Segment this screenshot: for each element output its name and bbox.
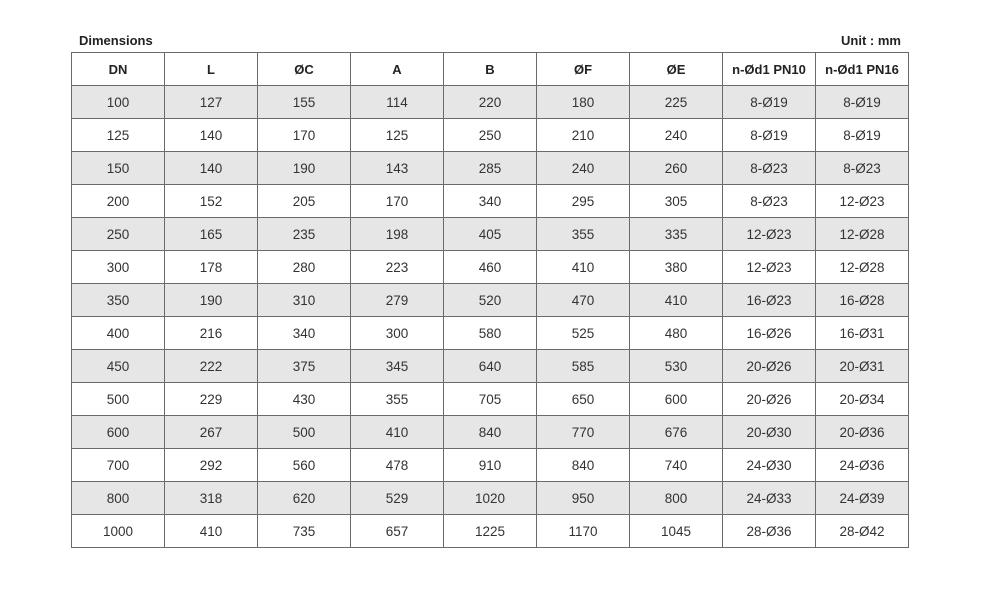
- table-cell: 375: [258, 350, 351, 383]
- table-cell: 410: [351, 416, 444, 449]
- table-cell: 180: [537, 86, 630, 119]
- table-cell: 165: [165, 218, 258, 251]
- table-cell: 152: [165, 185, 258, 218]
- table-cell: 250: [444, 119, 537, 152]
- column-header: n-Ød1 PN10: [723, 53, 816, 86]
- column-header: n-Ød1 PN16: [816, 53, 909, 86]
- table-cell: 16-Ø28: [816, 284, 909, 317]
- column-header: ØC: [258, 53, 351, 86]
- table-cell: 910: [444, 449, 537, 482]
- table-cell: 20-Ø26: [723, 383, 816, 416]
- table-cell: 525: [537, 317, 630, 350]
- table-cell: 318: [165, 482, 258, 515]
- table-cell: 8-Ø19: [723, 119, 816, 152]
- table-cell: 410: [630, 284, 723, 317]
- column-header: B: [444, 53, 537, 86]
- table-cell: 223: [351, 251, 444, 284]
- table-cell: 20-Ø26: [723, 350, 816, 383]
- table-cell: 267: [165, 416, 258, 449]
- table-cell: 125: [72, 119, 165, 152]
- table-cell: 580: [444, 317, 537, 350]
- table-cell: 190: [165, 284, 258, 317]
- table-cell: 16-Ø31: [816, 317, 909, 350]
- table-cell: 220: [444, 86, 537, 119]
- column-header: ØE: [630, 53, 723, 86]
- table-cell: 735: [258, 515, 351, 548]
- table-row: [72, 152, 909, 185]
- table-cell: 355: [537, 218, 630, 251]
- table-row: [72, 251, 909, 284]
- table-cell: 500: [258, 416, 351, 449]
- table-cell: 205: [258, 185, 351, 218]
- table-cell: 700: [72, 449, 165, 482]
- table-cell: 12-Ø23: [816, 185, 909, 218]
- table-cell: 340: [258, 317, 351, 350]
- table-cell: 20-Ø36: [816, 416, 909, 449]
- table-row: [72, 416, 909, 449]
- table-cell: 28-Ø42: [816, 515, 909, 548]
- table-cell: 800: [72, 482, 165, 515]
- table-cell: 380: [630, 251, 723, 284]
- table-cell: 620: [258, 482, 351, 515]
- table-row: [72, 482, 909, 515]
- table-cell: 520: [444, 284, 537, 317]
- table-caption-unit: Unit : mm: [841, 33, 901, 48]
- table-cell: 478: [351, 449, 444, 482]
- table-cell: 405: [444, 218, 537, 251]
- table-cell: 350: [72, 284, 165, 317]
- table-cell: 260: [630, 152, 723, 185]
- table-cell: 1225: [444, 515, 537, 548]
- table-cell: 150: [72, 152, 165, 185]
- table-cell: 24-Ø30: [723, 449, 816, 482]
- table-cell: 12-Ø28: [816, 251, 909, 284]
- table-cell: 300: [72, 251, 165, 284]
- table-cell: 24-Ø33: [723, 482, 816, 515]
- table-cell: 210: [537, 119, 630, 152]
- table-row: [72, 86, 909, 119]
- table-cell: 20-Ø31: [816, 350, 909, 383]
- table-cell: 279: [351, 284, 444, 317]
- table-cell: 125: [351, 119, 444, 152]
- table-cell: 530: [630, 350, 723, 383]
- table-cell: 8-Ø19: [816, 86, 909, 119]
- table-cell: 140: [165, 119, 258, 152]
- table-cell: 400: [72, 317, 165, 350]
- table-cell: 280: [258, 251, 351, 284]
- table-cell: 1000: [72, 515, 165, 548]
- table-row: [72, 449, 909, 482]
- table-cell: 170: [351, 185, 444, 218]
- column-header: ØF: [537, 53, 630, 86]
- table-row: [72, 218, 909, 251]
- table-row: [72, 317, 909, 350]
- table-cell: 8-Ø19: [816, 119, 909, 152]
- table-cell: 240: [630, 119, 723, 152]
- table-cell: 840: [537, 449, 630, 482]
- table-header: [72, 53, 909, 86]
- table-cell: 292: [165, 449, 258, 482]
- table-cell: 740: [630, 449, 723, 482]
- table-cell: 8-Ø19: [723, 86, 816, 119]
- table-row: [72, 284, 909, 317]
- table-cell: 16-Ø26: [723, 317, 816, 350]
- table-cell: 560: [258, 449, 351, 482]
- table-cell: 198: [351, 218, 444, 251]
- column-header: L: [165, 53, 258, 86]
- header-row: [72, 53, 909, 86]
- table-cell: 676: [630, 416, 723, 449]
- table-cell: 225: [630, 86, 723, 119]
- table-cell: 840: [444, 416, 537, 449]
- table-cell: 8-Ø23: [723, 152, 816, 185]
- table-cell: 216: [165, 317, 258, 350]
- table-cell: 178: [165, 251, 258, 284]
- table-cell: 450: [72, 350, 165, 383]
- table-cell: 335: [630, 218, 723, 251]
- table-cell: 800: [630, 482, 723, 515]
- table-cell: 12-Ø23: [723, 218, 816, 251]
- table-cell: 190: [258, 152, 351, 185]
- table-cell: 650: [537, 383, 630, 416]
- table-cell: 410: [537, 251, 630, 284]
- column-header: DN: [72, 53, 165, 86]
- table-cell: 460: [444, 251, 537, 284]
- table-cell: 529: [351, 482, 444, 515]
- table-cell: 640: [444, 350, 537, 383]
- table-cell: 8-Ø23: [816, 152, 909, 185]
- table-cell: 20-Ø30: [723, 416, 816, 449]
- table-cell: 143: [351, 152, 444, 185]
- table-cell: 100: [72, 86, 165, 119]
- table-cell: 1020: [444, 482, 537, 515]
- table-cell: 300: [351, 317, 444, 350]
- table-cell: 229: [165, 383, 258, 416]
- table-cell: 355: [351, 383, 444, 416]
- table-cell: 657: [351, 515, 444, 548]
- table-cell: 250: [72, 218, 165, 251]
- table-cell: 305: [630, 185, 723, 218]
- table-cell: 28-Ø36: [723, 515, 816, 548]
- table-cell: 470: [537, 284, 630, 317]
- table-cell: 170: [258, 119, 351, 152]
- column-header: A: [351, 53, 444, 86]
- table-row: [72, 515, 909, 548]
- table-cell: 8-Ø23: [723, 185, 816, 218]
- table-cell: 235: [258, 218, 351, 251]
- table-cell: 155: [258, 86, 351, 119]
- table-caption-title: Dimensions: [79, 33, 153, 48]
- table-row: [72, 119, 909, 152]
- table-cell: 16-Ø23: [723, 284, 816, 317]
- table-row: [72, 185, 909, 218]
- table-cell: 600: [630, 383, 723, 416]
- table-cell: 240: [537, 152, 630, 185]
- table-cell: 127: [165, 86, 258, 119]
- table-cell: 140: [165, 152, 258, 185]
- table-cell: 950: [537, 482, 630, 515]
- table-row: [72, 383, 909, 416]
- table-cell: 500: [72, 383, 165, 416]
- table-cell: 705: [444, 383, 537, 416]
- table-cell: 200: [72, 185, 165, 218]
- table-cell: 295: [537, 185, 630, 218]
- table-cell: 285: [444, 152, 537, 185]
- table-cell: 24-Ø39: [816, 482, 909, 515]
- table-cell: 585: [537, 350, 630, 383]
- table-cell: 1170: [537, 515, 630, 548]
- table-cell: 222: [165, 350, 258, 383]
- table-cell: 480: [630, 317, 723, 350]
- table-cell: 114: [351, 86, 444, 119]
- table-cell: 770: [537, 416, 630, 449]
- table-cell: 24-Ø36: [816, 449, 909, 482]
- table-cell: 20-Ø34: [816, 383, 909, 416]
- table-cell: 410: [165, 515, 258, 548]
- table-cell: 12-Ø23: [723, 251, 816, 284]
- table-cell: 340: [444, 185, 537, 218]
- dimensions-table: [71, 52, 909, 548]
- table-body: [72, 86, 909, 548]
- table-cell: 600: [72, 416, 165, 449]
- table-cell: 345: [351, 350, 444, 383]
- table-cell: 12-Ø28: [816, 218, 909, 251]
- table-cell: 430: [258, 383, 351, 416]
- table-cell: 310: [258, 284, 351, 317]
- table-cell: 1045: [630, 515, 723, 548]
- table-row: [72, 350, 909, 383]
